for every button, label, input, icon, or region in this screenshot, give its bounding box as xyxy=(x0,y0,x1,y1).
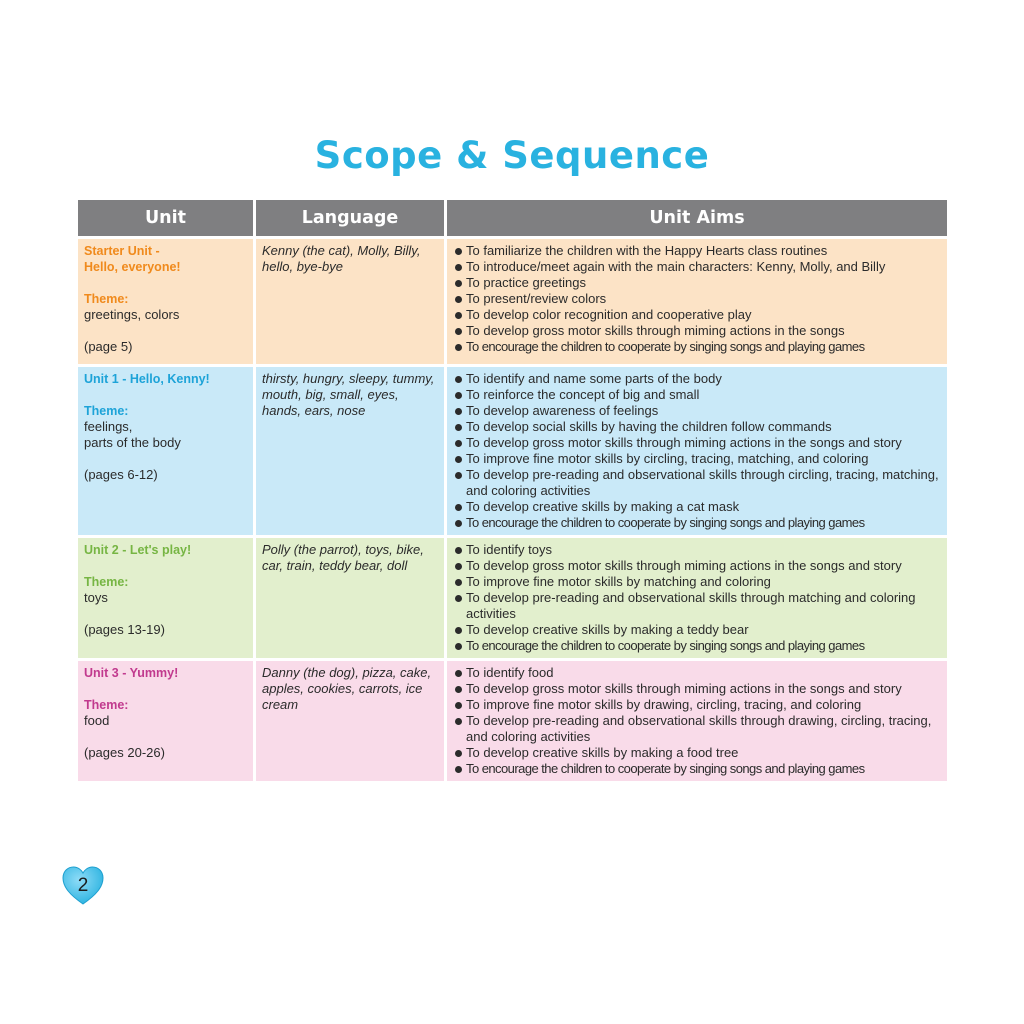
list-item: To encourage the children to cooperate by singing songs and playing games xyxy=(453,339,941,355)
list-item: To encourage the children to cooperate by singing songs and playing games xyxy=(453,515,941,531)
unit-title: Starter Unit - xyxy=(84,244,160,258)
page-title: Scope & Sequence xyxy=(314,134,710,177)
theme-label: Theme: xyxy=(84,292,129,306)
list-item: To develop creative skills by making a food tree xyxy=(453,745,941,761)
header-unit: Unit xyxy=(78,200,256,236)
list-item: To develop gross motor skills through miming actions in the songs and story xyxy=(453,558,941,574)
table-header-row xyxy=(78,200,947,236)
aims-cell xyxy=(447,367,947,538)
language-cell: Polly (the parrot), toys, bike, car, train, teddy bear, doll xyxy=(256,538,447,661)
list-item: To develop awareness of feelings xyxy=(453,403,941,419)
aims-list xyxy=(453,542,941,654)
language-cell: Kenny (the cat), Molly, Billy, hello, bye-bye xyxy=(256,236,447,367)
unit-cell xyxy=(78,236,256,367)
aims-list xyxy=(453,243,941,355)
header-language: Language xyxy=(256,200,447,236)
theme-value: greetings, colors xyxy=(84,307,180,322)
aims-cell xyxy=(447,538,947,661)
theme-label: Theme: xyxy=(84,575,129,589)
unit-title-subtitle: Hello, everyone! xyxy=(84,260,181,274)
theme-value: feelings, xyxy=(84,419,133,434)
table-row-unit-1 xyxy=(78,367,947,538)
theme-value: toys xyxy=(84,590,108,605)
list-item: To develop gross motor skills through miming actions in the songs and story xyxy=(453,681,941,697)
list-item: To identify food xyxy=(453,665,941,681)
list-item: To familiarize the children with the Happy Hearts class routines xyxy=(453,243,941,259)
list-item: To practice greetings xyxy=(453,275,941,291)
list-item: To develop pre-reading and observational skills through matching and coloring activities xyxy=(453,590,941,622)
list-item: To develop gross motor skills through miming actions in the songs xyxy=(453,323,941,339)
table-row-unit-2 xyxy=(78,538,947,661)
list-item: To develop creative skills by making a cat mask xyxy=(453,499,941,515)
unit-title: Unit 3 - Yummy! xyxy=(84,666,179,680)
unit-title: Unit 2 - Let's play! xyxy=(84,543,192,557)
list-item: To encourage the children to cooperate by singing songs and playing games xyxy=(453,761,941,777)
unit-title: Unit 1 - Hello, Kenny! xyxy=(84,372,210,386)
list-item: To identify and name some parts of the body xyxy=(453,371,941,387)
unit-pages: (pages 6-12) xyxy=(84,467,158,482)
list-item: To reinforce the concept of big and small xyxy=(453,387,941,403)
unit-pages: (pages 13-19) xyxy=(84,622,165,637)
list-item: To develop social skills by having the children follow commands xyxy=(453,419,941,435)
theme-value: parts of the body xyxy=(84,435,181,450)
scope-sequence-table xyxy=(78,200,947,784)
unit-cell xyxy=(78,367,256,538)
aims-list xyxy=(453,371,941,531)
unit-pages: (page 5) xyxy=(84,339,133,354)
list-item: To present/review colors xyxy=(453,291,941,307)
list-item: To develop pre-reading and observational skills through circling, tracing, matching, and coloring activities xyxy=(453,467,941,499)
list-item: To improve fine motor skills by matching and coloring xyxy=(453,574,941,590)
table-row-unit-3 xyxy=(78,661,947,784)
list-item: To encourage the children to cooperate by singing songs and playing games xyxy=(453,638,941,654)
language-cell: thirsty, hungry, sleepy, tummy, mouth, big, small, eyes, hands, ears, nose xyxy=(256,367,447,538)
header-unit-aims: Unit Aims xyxy=(447,200,947,236)
theme-label: Theme: xyxy=(84,698,129,712)
page-number: 2 xyxy=(77,875,89,896)
list-item: To develop pre-reading and observational skills through drawing, circling, tracing, and coloring activities xyxy=(453,713,941,745)
language-cell: Danny (the dog), pizza, cake, apples, cookies, carrots, ice cream xyxy=(256,661,447,784)
list-item: To identify toys xyxy=(453,542,941,558)
list-item: To introduce/meet again with the main characters: Kenny, Molly, and Billy xyxy=(453,259,941,275)
aims-cell xyxy=(447,661,947,784)
theme-value: food xyxy=(84,713,110,728)
list-item: To develop creative skills by making a teddy bear xyxy=(453,622,941,638)
page-number-badge xyxy=(60,862,106,908)
aims-list xyxy=(453,665,941,777)
unit-cell xyxy=(78,538,256,661)
list-item: To develop color recognition and cooperative play xyxy=(453,307,941,323)
theme-label: Theme: xyxy=(84,404,129,418)
aims-cell xyxy=(447,236,947,367)
unit-pages: (pages 20-26) xyxy=(84,745,165,760)
list-item: To improve fine motor skills by drawing, circling, tracing, and coloring xyxy=(453,697,941,713)
list-item: To develop gross motor skills through miming actions in the songs and story xyxy=(453,435,941,451)
unit-cell xyxy=(78,661,256,784)
table-row-starter-unit xyxy=(78,236,947,367)
list-item: To improve fine motor skills by circling, tracing, matching, and coloring xyxy=(453,451,941,467)
